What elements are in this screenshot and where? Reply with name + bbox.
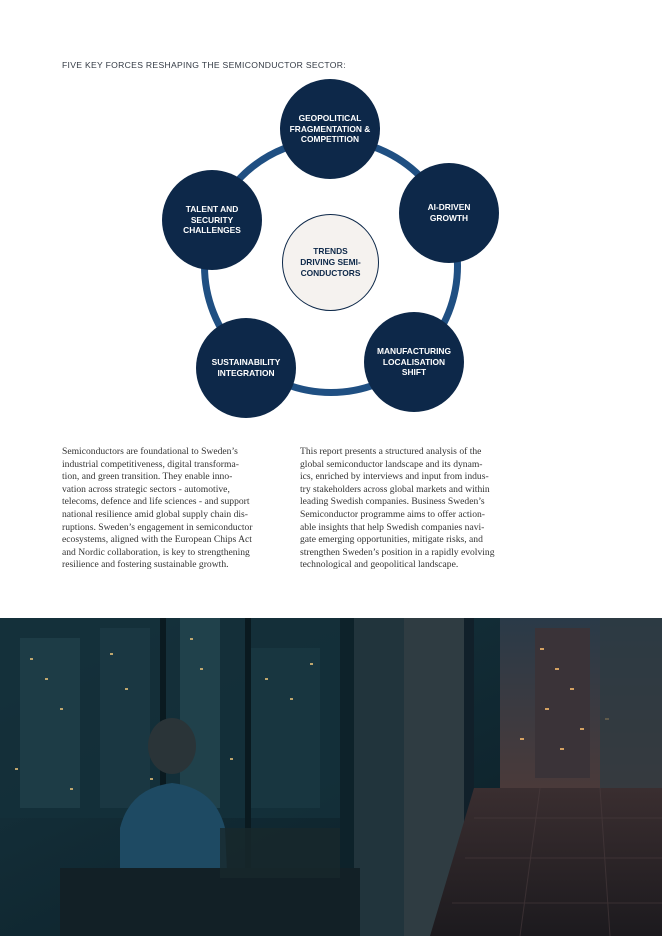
forces-diagram <box>0 0 662 430</box>
force-manufacturing: MANUFACTURING LOCALISATION SHIFT <box>364 312 464 412</box>
office-night-photo <box>0 618 662 936</box>
force-sustainability: SUSTAINABILITY INTEGRATION <box>196 318 296 418</box>
force-geopolitical: GEOPOLITICAL FRAGMENTATION & COMPETITION <box>280 79 380 179</box>
body-column-right: This report presents a structured analysis of the global semiconductor landscape and its dynam- ics, enriched by interviews and input from indus- try stakeholders across global markets and within leading Swedish companies. Business Sweden’s Semiconductor programme aims to offer action- able insights that help Swedish companies navi- gate emerging opportunities, mitigate risks, and strengthen Sweden’s position in a rapidly evolving technological and geopolitical landscape. <box>300 446 495 571</box>
section-heading: FIVE KEY FORCES RESHAPING THE SEMICONDUCTOR SECTOR: <box>62 60 346 70</box>
center-trends: TRENDS DRIVING SEMI- CONDUCTORS <box>282 214 379 311</box>
force-talent-security: TALENT AND SECURITY CHALLENGES <box>162 170 262 270</box>
force-ai-growth: AI-DRIVEN GROWTH <box>399 163 499 263</box>
body-column-left: Semiconductors are foundational to Sweden’s industrial competitiveness, digital transforma- tion, and green transition. They enable inno- vation across strategic sectors - automotive, telecoms, defence and life sciences - and support national resilience amid global supply chain dis- ruptions. Sweden’s engagement in semiconductor ecosystems, aligned with the European Chips Act and Nordic collaboration, is key to strengthening resilience and fostering sustainable growth. <box>62 446 253 571</box>
